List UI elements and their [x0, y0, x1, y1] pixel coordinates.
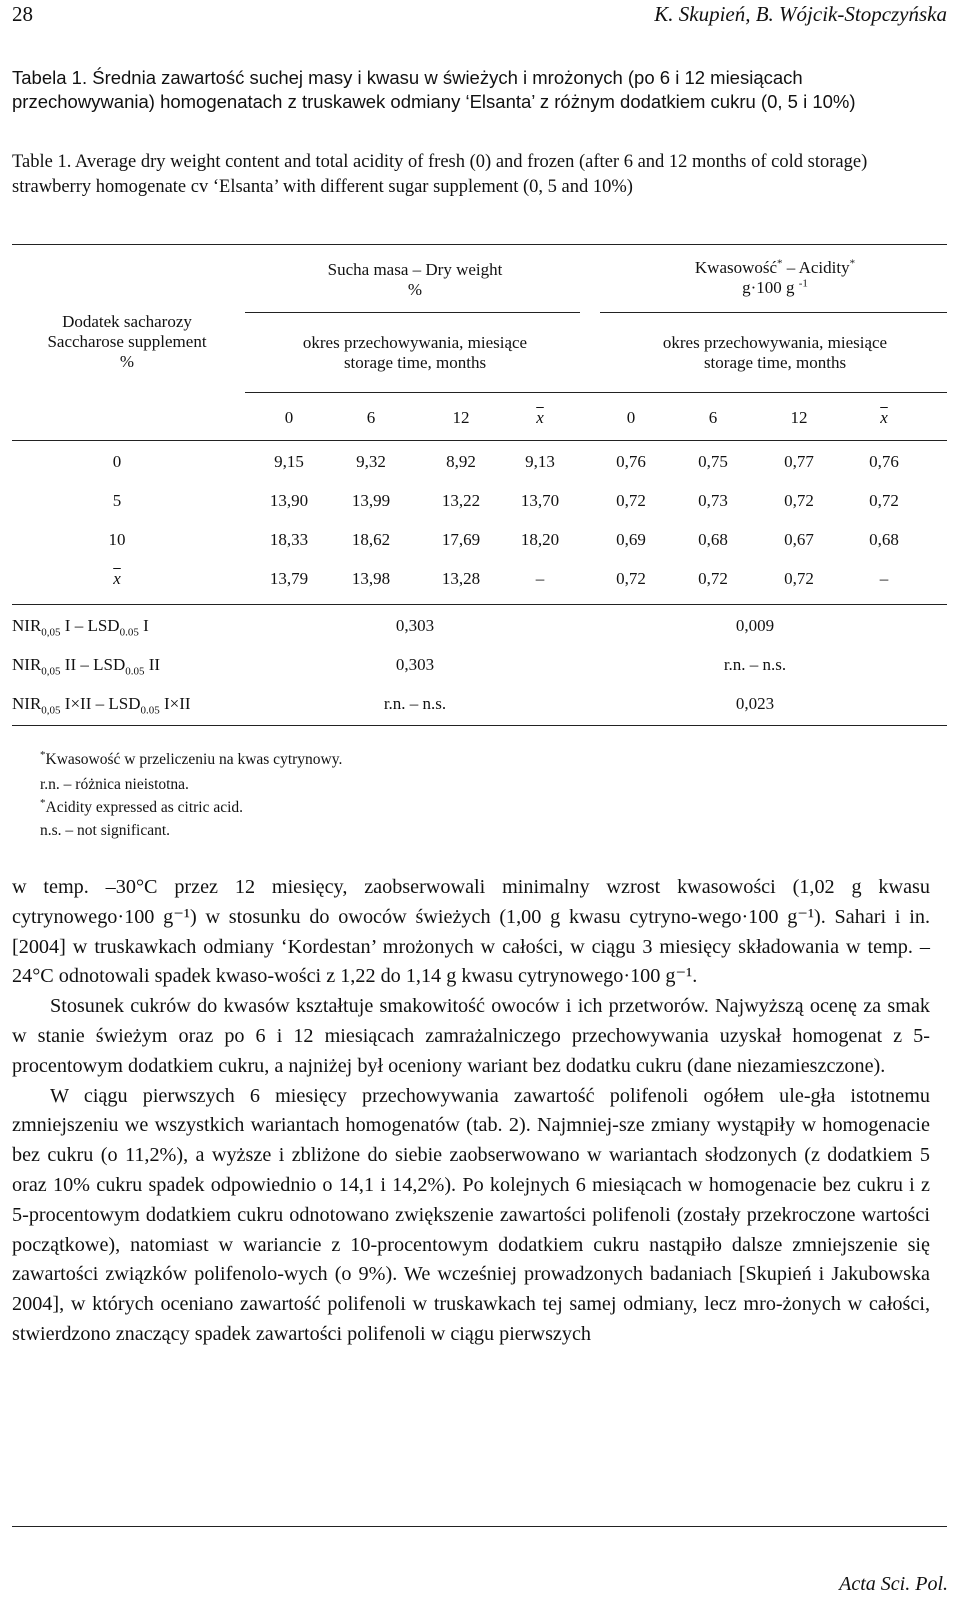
- cell: 18,20: [520, 530, 560, 549]
- authors: K. Skupień, B. Wójcik-Stopczyńska: [654, 2, 947, 26]
- cell: 0,76: [616, 452, 646, 471]
- lsd-dry: 0,303: [395, 616, 435, 635]
- row-label: $\overline{x}$: [113, 569, 121, 588]
- storage-header-acid: okres przechowywania, miesiące storage time, months: [662, 333, 888, 372]
- col-acid-mean: $\overline{x}$: [880, 408, 888, 427]
- lsd-acid: 0,023: [735, 694, 775, 713]
- col-dry-0: 0: [284, 408, 294, 427]
- cell: 9,13: [525, 452, 555, 471]
- cell: 0,75: [698, 452, 728, 471]
- footnote: *Kwasowość w przeliczeniu na kwas cytrynowy.: [40, 748, 343, 768]
- footnote: r.n. – różnica nieistotna.: [40, 776, 189, 793]
- cell: 8,92: [446, 452, 476, 471]
- header-bottom-rule: [12, 440, 947, 441]
- table-caption-en: Table 1. Average dry weight content and total acidity of fresh (0) and frozen (after 6 and 12 months of cold storage) strawberry homogenate cv ‘Elsanta’ with different sugar supplement (0, 5 and 10%): [12, 152, 868, 197]
- lsd-dry: 0,303: [395, 655, 435, 674]
- cell: 9,15: [274, 452, 304, 471]
- footer-rule: [12, 1526, 947, 1527]
- cell: 0,76: [869, 452, 899, 471]
- col-acid-6: 6: [708, 408, 718, 427]
- storage-header-dry: okres przechowywania, miesiące storage time, months: [302, 333, 528, 372]
- storage-rule: [245, 392, 947, 393]
- cell: 0,72: [616, 569, 646, 588]
- footnote: n.s. – not significant.: [40, 822, 171, 839]
- page-number: 28: [12, 2, 33, 26]
- row-header: Dodatek sacharozy Saccharose supplement %: [47, 312, 207, 371]
- col-dry-6: 6: [366, 408, 376, 427]
- cell: 0,72: [869, 491, 899, 510]
- cell: 0,77: [784, 452, 814, 471]
- lsd-dry: r.n. – n.s.: [383, 694, 447, 713]
- cell: 17,69: [441, 530, 481, 549]
- cell: 13,90: [269, 491, 309, 510]
- paragraph: Stosunek cukrów do kwasów kształtuje smakowitość owoców i ich przetworów. Najwyższą ocenę za smak w stanie świeżym oraz po 6 i 12 miesiącach zamrażalniczego przechowywania uzyskał homogenat z 5-procentowym dodatkiem cukru, a najniżej był oceniony wariant bez dodatku cukru (dane niezamieszczone).: [12, 995, 930, 1077]
- cell: 18,62: [351, 530, 391, 549]
- col-acid-0: 0: [626, 408, 636, 427]
- lsd-label: $NIR_{0,05}$ $I\times II - LSD_{0.05}$ I×II: [12, 694, 191, 717]
- col-dry-mean: $\overline{x}$: [536, 408, 544, 427]
- cell: 0,68: [869, 530, 899, 549]
- cell: 0,67: [784, 530, 814, 549]
- col-dry-12: 12: [452, 408, 470, 427]
- paragraph: w temp. –30°C przez 12 miesięcy, zaobserwowali minimalny wzrost kwasowości (1,02 g kwasu cytrynowego·100 g⁻¹) w stosunku do owoców świeżych (1,00 g kwasu cytryno-wego·100 g⁻¹). Sahari i in. [2004] w truskawkach odmiany ‘Kordestan’ mrożonych w całości, w ciągu 3 miesięcy składowania w temp. –24°C odnotowali spadek kwaso-wości z 1,22 do 1,14 g kwasu cytrynowego·100 g⁻¹.: [12, 876, 930, 988]
- cell: 0,69: [616, 530, 646, 549]
- cell: –: [879, 569, 889, 588]
- row-label: 0: [112, 452, 122, 471]
- lsd-label: $NIR_{0,05}$ I – $LSD_{0.05}$ I: [12, 616, 149, 639]
- table-mid-rule: [12, 604, 947, 605]
- cell: 0,72: [698, 569, 728, 588]
- dry-weight-header: Sucha masa – Dry weight %: [327, 260, 503, 299]
- journal-name: Acta Sci. Pol.: [839, 1573, 948, 1595]
- body-text: [12, 873, 930, 1350]
- cell: 0,72: [784, 491, 814, 510]
- table-bottom-rule: [12, 725, 947, 726]
- table-caption-pl: Tabela 1. Średnia zawartość suchej masy i kwasu w świeżych i mrożonych (po 6 i 12 miesiącach przechowywania) homogenatach z truskawek odmiany ‘Elsanta’ z różnym dodatkiem cukru (0, 5 i 10%): [12, 67, 856, 112]
- lsd-acid: r.n. – n.s.: [723, 655, 787, 674]
- row-label: 5: [112, 491, 122, 510]
- footnote: *Acidity expressed as citric acid.: [40, 796, 244, 816]
- cell: 13,28: [441, 569, 481, 588]
- cell: 18,33: [269, 530, 309, 549]
- paragraph: W ciągu pierwszych 6 miesięcy przechowywania zawartość polifenoli ogółem ule-gła istotnemu zmniejszeniu we wszystkich wariantach homogenatów (tab. 2). Najmniej-sze zmiany wystąpiły w homogenacie bez cukru (o 11,2%), a wyższe i zbliżone do siebie zaobserwowano w wariantach słodzonych (z dodatkiem 5 oraz 10% cukru spadek odpowiednio o 14,1 i 14,2%). Po kolejnych 6 miesiącach w homogenacie bez cukru i z 5-procentowym dodatkiem cukru odnotowano zwiększenie zawartości polifenoli (zostały przekroczone wartości początkowe), natomiast w wariancie z 10-procentowym dodatkiem cukru nastąpiło dalsze zmniejszenie się zawartości związków polifenolo-wych (o 9%). We wcześniej prowadzonych badaniach [Skupień i Jakubowska 2004], w których oceniano zawartość polifenoli w truskawkach tej samej odmiany, lecz mro-żonych w całości, stwierdzono znaczący spadek zawartości polifenoli w ciągu pierwszych: [12, 1084, 930, 1345]
- row-label: 10: [108, 530, 126, 549]
- cell: 13,99: [351, 491, 391, 510]
- lsd-acid: 0,009: [735, 616, 775, 635]
- col-acid-12: 12: [790, 408, 808, 427]
- cell: 13,98: [351, 569, 391, 588]
- cell: 0,68: [698, 530, 728, 549]
- cell: 0,73: [698, 491, 728, 510]
- acid-subheader-rule: [600, 312, 947, 313]
- table-top-rule: [12, 244, 947, 245]
- cell: 13,79: [269, 569, 309, 588]
- lsd-label: $NIR_{0,05}$ II – $LSD_{0.05}$ II: [12, 655, 161, 678]
- cell: 13,22: [441, 491, 481, 510]
- running-header: [12, 2, 947, 36]
- cell: 9,32: [356, 452, 386, 471]
- cell: 13,70: [520, 491, 560, 510]
- cell: 0,72: [784, 569, 814, 588]
- dry-subheader-rule: [245, 312, 580, 313]
- acidity-header: Kwasowość* – Acidity* g·100 g $^{-1}$: [694, 257, 856, 297]
- cell: 0,72: [616, 491, 646, 510]
- cell: –: [535, 569, 545, 588]
